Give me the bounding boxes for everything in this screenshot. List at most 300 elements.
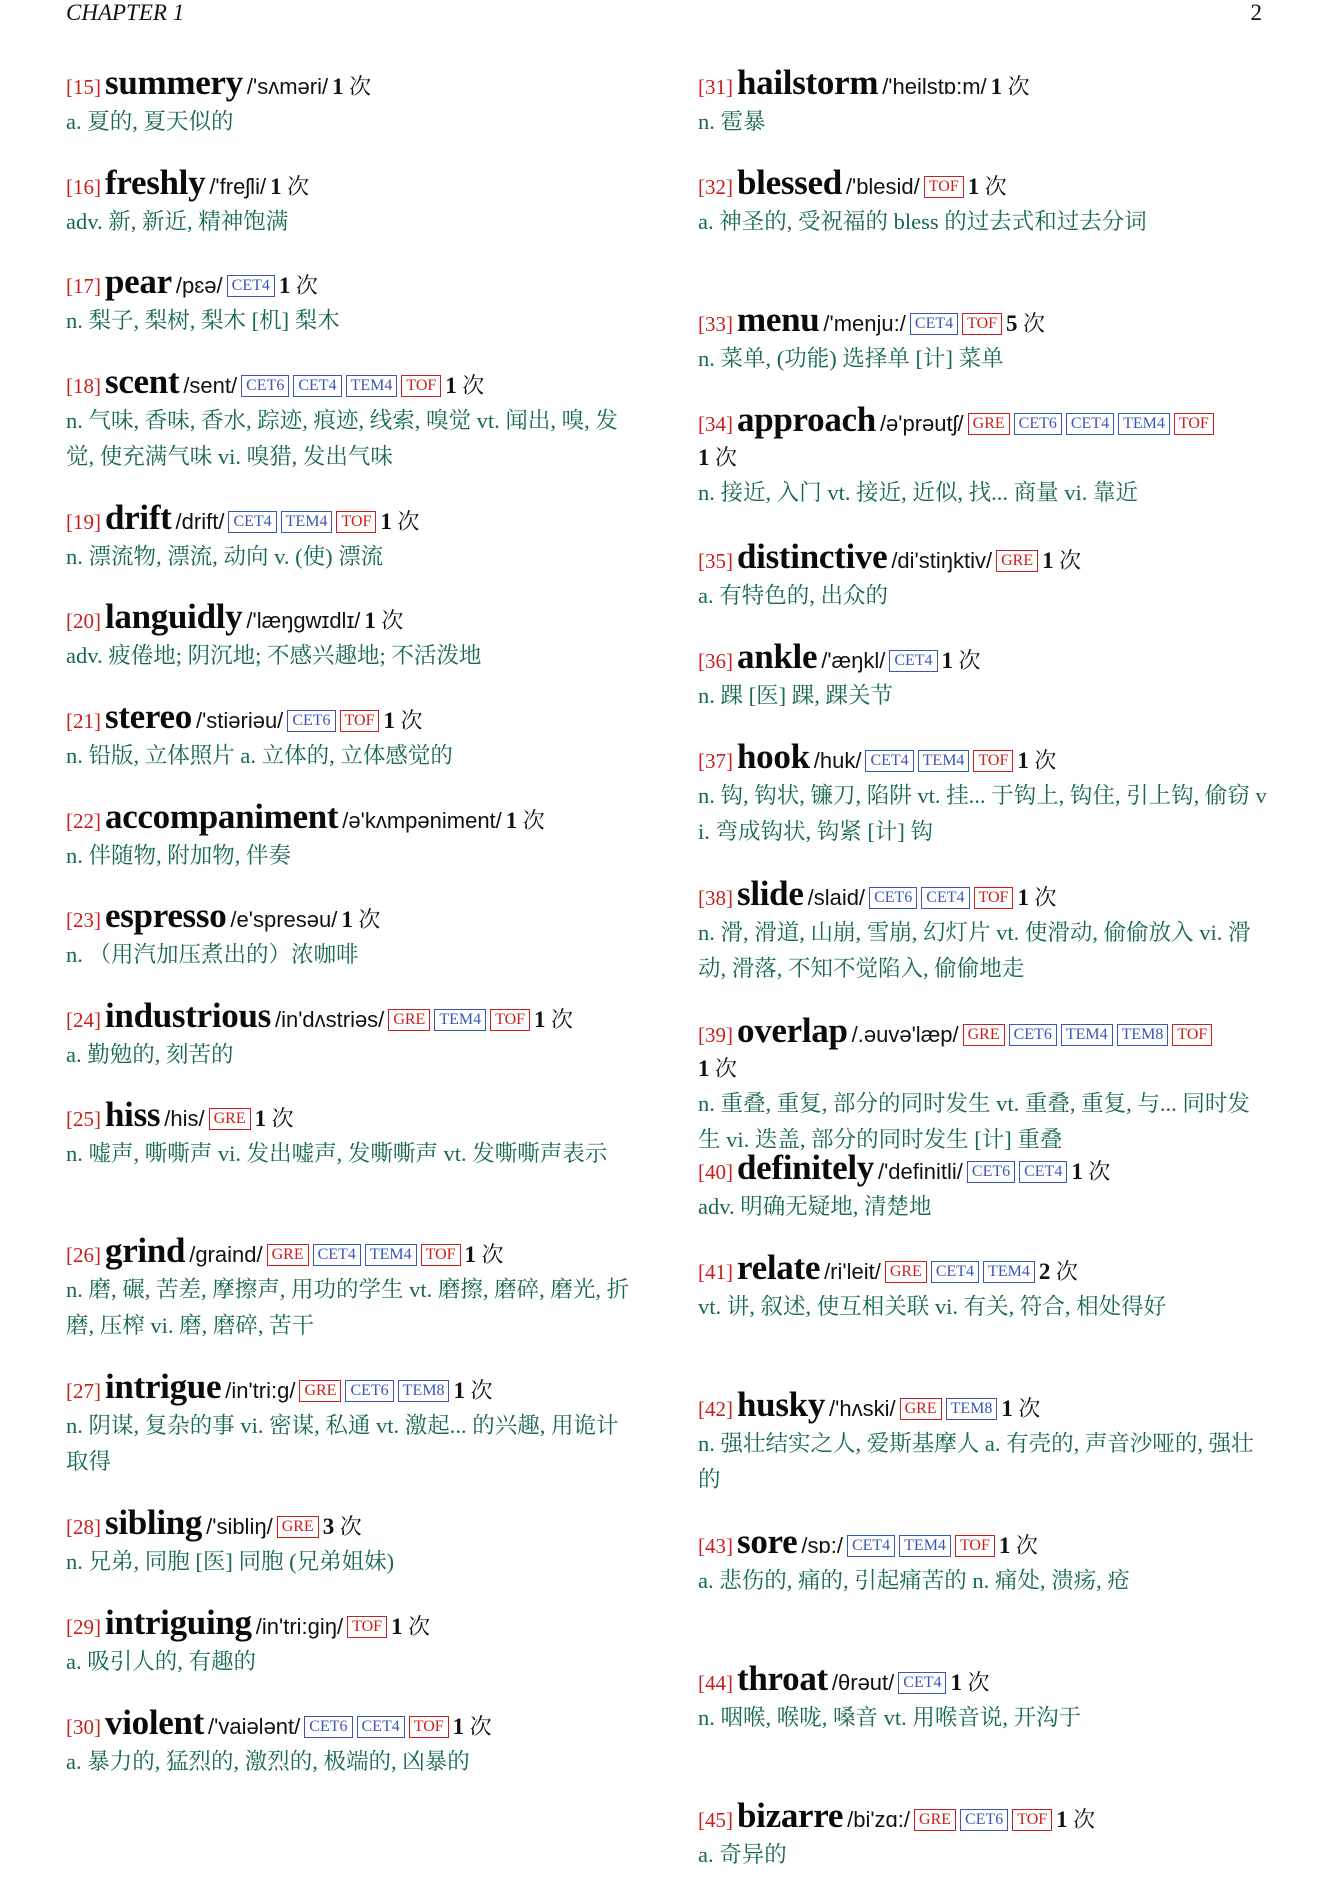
occurrence-count bbox=[1056, 1807, 1095, 1832]
entry-headline bbox=[66, 1602, 636, 1644]
headword: throat bbox=[737, 1659, 828, 1698]
occurrence-count bbox=[950, 1670, 989, 1695]
pronunciation: /bi'zɑ:/ bbox=[847, 1807, 911, 1832]
entry-index: [30] bbox=[66, 1714, 101, 1739]
vocab-entry bbox=[698, 1384, 1270, 1521]
exam-tag: CET4 bbox=[931, 1261, 979, 1283]
headword: ankle bbox=[737, 637, 818, 676]
count-number: 1 bbox=[270, 173, 282, 199]
vocab-entry bbox=[66, 796, 636, 896]
exam-tag: TOF bbox=[924, 176, 964, 198]
count-unit: 次 bbox=[397, 508, 420, 534]
definition: a. 悲伤的, 痛的, 引起痛苦的 n. 痛处, 溃疡, 疮 bbox=[698, 1568, 1130, 1593]
count-unit: 次 bbox=[469, 1713, 492, 1739]
vocab-entry bbox=[66, 162, 636, 262]
exam-tag: TEM8 bbox=[398, 1380, 450, 1402]
exam-tag: TOF bbox=[421, 1244, 461, 1266]
definition: n. 滑, 滑道, 山崩, 雪崩, 幻灯片 vt. 使滑动, 偷偷放入 vi. 滑动, 滑落, 不知不觉陷入, 偷偷地走 bbox=[698, 920, 1251, 981]
exam-tag: TOF bbox=[1172, 1024, 1212, 1046]
exam-tag: CET4 bbox=[313, 1244, 361, 1266]
entry-headline bbox=[698, 736, 1270, 778]
entry-headline bbox=[698, 636, 1270, 678]
definition: a. 勤勉的, 刻苦的 bbox=[66, 1041, 234, 1067]
count-number: 1 bbox=[1017, 885, 1029, 910]
count-number: 1 bbox=[453, 1378, 465, 1404]
pronunciation: /ə'kʌmpəniment/ bbox=[342, 807, 502, 833]
definition: adv. 新, 新近, 精神饱满 bbox=[66, 208, 289, 234]
occurrence-count bbox=[383, 708, 422, 733]
count-number: 1 bbox=[950, 1670, 962, 1695]
count-unit: 次 bbox=[1023, 311, 1046, 336]
pronunciation: /graind/ bbox=[189, 1242, 263, 1268]
pronunciation: /.əuvə'læp/ bbox=[851, 1022, 959, 1047]
vocab-entry bbox=[698, 299, 1270, 399]
entry-headline bbox=[66, 596, 636, 638]
exam-tag: TOF bbox=[409, 1716, 449, 1738]
exam-tag: TOF bbox=[490, 1009, 530, 1031]
pronunciation: /ri'leit/ bbox=[824, 1259, 881, 1284]
entry-index: [16] bbox=[66, 174, 101, 199]
definition: n. 重叠, 重复, 部分的同时发生 vt. 重叠, 重复, 与... 同时发生 vi. 迭盖, 部分的同时发生 [计] 重叠 bbox=[698, 1091, 1250, 1152]
occurrence-count bbox=[453, 1378, 492, 1403]
vocab-entry bbox=[66, 1094, 636, 1230]
exam-tag: TEM4 bbox=[918, 750, 970, 772]
count-number: 1 bbox=[452, 1713, 465, 1739]
definition: n. （用汽加压煮出的）浓咖啡 bbox=[66, 942, 359, 968]
exam-tag: CET4 bbox=[921, 887, 969, 909]
occurrence-count bbox=[1042, 548, 1081, 573]
exam-tag: TOF bbox=[1174, 413, 1214, 435]
headword: summery bbox=[105, 63, 243, 102]
entry-index: [44] bbox=[698, 1671, 733, 1695]
headword: husky bbox=[737, 1385, 826, 1424]
headword: sore bbox=[737, 1522, 798, 1561]
entry-index: [26] bbox=[66, 1243, 101, 1268]
exam-tag: CET6 bbox=[345, 1380, 393, 1402]
entry-index: [40] bbox=[698, 1160, 733, 1184]
occurrence-count bbox=[279, 273, 318, 298]
entry-index: [41] bbox=[698, 1260, 733, 1284]
count-number: 1 bbox=[505, 807, 518, 833]
exam-tag: GRE bbox=[885, 1261, 927, 1283]
vocab-entry bbox=[698, 1147, 1270, 1247]
occurrence-count bbox=[1071, 1159, 1110, 1184]
pronunciation: /'heilstɒ:m/ bbox=[882, 74, 987, 99]
exam-tag: TEM4 bbox=[434, 1009, 486, 1031]
pronunciation: /huk/ bbox=[813, 748, 862, 773]
occurrence-count bbox=[341, 907, 380, 932]
occurrence-count bbox=[364, 608, 403, 633]
pronunciation: /'blesid/ bbox=[845, 174, 920, 199]
entry-index: [38] bbox=[698, 886, 733, 910]
vocab-entry bbox=[66, 1366, 636, 1502]
exam-tag: TEM4 bbox=[983, 1261, 1035, 1283]
count-number: 1 bbox=[383, 707, 395, 733]
exam-tag: CET4 bbox=[227, 275, 275, 297]
entry-headline bbox=[66, 62, 636, 104]
definition: n. 阴谋, 复杂的事 vi. 密谋, 私通 vt. 激起... 的兴趣, 用诡计取得 bbox=[66, 1413, 619, 1475]
exam-tag: CET6 bbox=[304, 1716, 352, 1738]
exam-tag: CET4 bbox=[910, 313, 958, 335]
vocab-entry bbox=[698, 1795, 1270, 1895]
vocab-entry bbox=[698, 1521, 1270, 1658]
headword: slide bbox=[737, 874, 804, 913]
count-unit: 次 bbox=[715, 1056, 738, 1081]
occurrence-count bbox=[391, 1614, 430, 1639]
vocab-entry bbox=[698, 636, 1270, 736]
entry-index: [20] bbox=[66, 609, 101, 634]
count-number: 1 bbox=[1042, 548, 1054, 573]
headword: hailstorm bbox=[737, 63, 879, 102]
entry-headline bbox=[66, 1366, 636, 1408]
exam-tag: GRE bbox=[963, 1024, 1005, 1046]
definition: n. 磨, 碾, 苦差, 摩擦声, 用功的学生 vt. 磨擦, 磨碎, 磨光, 折磨, 压榨 vi. 磨, 磨碎, 苦干 bbox=[66, 1277, 630, 1339]
count-unit: 次 bbox=[715, 445, 738, 470]
count-unit: 次 bbox=[958, 648, 981, 673]
pronunciation: /pɛə/ bbox=[175, 273, 223, 299]
entry-headline bbox=[698, 1384, 1270, 1426]
page-number: 2 bbox=[1250, 0, 1262, 25]
count-unit: 次 bbox=[1007, 74, 1030, 99]
count-unit: 次 bbox=[408, 1613, 431, 1639]
definition: n. 强壮结实之人, 爱斯基摩人 a. 有壳的, 声音沙哑的, 强壮的 bbox=[698, 1431, 1254, 1492]
vocab-entry bbox=[698, 399, 1270, 536]
definition: a. 吸引人的, 有趣的 bbox=[66, 1648, 256, 1674]
headword: industrious bbox=[105, 995, 271, 1035]
pronunciation: /in'tri:g/ bbox=[225, 1378, 296, 1404]
pronunciation: /sent/ bbox=[183, 372, 238, 398]
pronunciation: /e'spresəu/ bbox=[230, 907, 338, 933]
exam-tag: GRE bbox=[388, 1009, 430, 1031]
count-unit: 次 bbox=[381, 608, 404, 634]
exam-tag: GRE bbox=[996, 550, 1038, 572]
entry-headline bbox=[698, 62, 1270, 104]
exam-tag: CET4 bbox=[293, 375, 341, 397]
count-unit: 次 bbox=[1018, 1396, 1041, 1421]
occurrence-count bbox=[465, 1242, 504, 1267]
count-unit: 次 bbox=[287, 173, 310, 199]
count-number: 1 bbox=[1056, 1807, 1068, 1832]
vocab-entry bbox=[66, 895, 636, 995]
occurrence-count bbox=[380, 509, 419, 534]
vocab-entry bbox=[66, 361, 636, 497]
count-number: 1 bbox=[1001, 1396, 1013, 1421]
entry-index: [25] bbox=[66, 1107, 101, 1132]
entry-headline bbox=[698, 162, 1270, 204]
entry-index: [36] bbox=[698, 649, 733, 673]
headword: sibling bbox=[105, 1503, 203, 1543]
count-number: 1 bbox=[464, 1242, 477, 1268]
entry-headline bbox=[66, 895, 636, 937]
count-number: 1 bbox=[380, 508, 392, 534]
headword: overlap bbox=[737, 1011, 848, 1050]
pronunciation: /'freʃli/ bbox=[209, 173, 267, 199]
occurrence-count bbox=[534, 1007, 573, 1032]
exam-tag: CET4 bbox=[898, 1672, 946, 1694]
exam-tag: TEM4 bbox=[1118, 413, 1170, 435]
vocab-entry bbox=[66, 1230, 636, 1366]
headword: stereo bbox=[105, 696, 192, 736]
occurrence-count bbox=[1039, 1259, 1078, 1284]
count-number: 1 bbox=[341, 907, 353, 933]
headword: intriguing bbox=[105, 1602, 252, 1642]
count-unit: 次 bbox=[967, 1670, 990, 1695]
headword: pear bbox=[105, 262, 172, 302]
vocab-entry bbox=[698, 1658, 1270, 1795]
count-number: 1 bbox=[445, 372, 457, 398]
count-number: 1 bbox=[698, 1056, 710, 1081]
occurrence-count bbox=[942, 648, 981, 673]
pronunciation: /'vaiələnt/ bbox=[208, 1713, 301, 1739]
entry-index: [37] bbox=[698, 749, 733, 773]
occurrence-count bbox=[968, 174, 1007, 199]
entry-headline bbox=[66, 995, 636, 1037]
definition: a. 有特色的, 出众的 bbox=[698, 583, 888, 608]
definition: a. 暴力的, 猛烈的, 激烈的, 极端的, 凶暴的 bbox=[66, 1748, 470, 1774]
vocab-entry bbox=[698, 62, 1270, 162]
entry-headline bbox=[698, 1247, 1270, 1289]
definition: n. 铅版, 立体照片 a. 立体的, 立体感觉的 bbox=[66, 742, 453, 768]
headword: bizarre bbox=[737, 1796, 844, 1835]
count-number: 1 bbox=[967, 174, 980, 199]
entry-headline bbox=[698, 1658, 1270, 1700]
exam-tag: TEM4 bbox=[281, 511, 333, 533]
exam-tag: CET6 bbox=[287, 710, 335, 732]
entry-headline bbox=[698, 1795, 1270, 1837]
exam-tag: TEM8 bbox=[1117, 1024, 1169, 1046]
entry-index: [21] bbox=[66, 708, 101, 733]
entry-headline bbox=[698, 1521, 1270, 1563]
count-number: 1 bbox=[941, 648, 954, 673]
pronunciation: /'sʌməri/ bbox=[246, 74, 329, 99]
pronunciation: /θrəut/ bbox=[831, 1670, 895, 1695]
entry-headline bbox=[698, 1147, 1270, 1189]
occurrence-count bbox=[255, 1106, 294, 1131]
count-unit: 次 bbox=[1059, 548, 1082, 573]
entry-index: [17] bbox=[66, 274, 101, 299]
entry-index: [33] bbox=[698, 312, 733, 336]
pronunciation: /'stiəriəu/ bbox=[195, 707, 284, 733]
headword: languidly bbox=[105, 597, 243, 637]
count-unit: 次 bbox=[551, 1006, 574, 1032]
vocab-entry bbox=[66, 995, 636, 1095]
entry-headline bbox=[698, 399, 1270, 441]
pronunciation: /drift/ bbox=[175, 508, 225, 534]
count-unit: 次 bbox=[1034, 748, 1057, 773]
exam-tag: CET6 bbox=[241, 375, 289, 397]
count-unit: 次 bbox=[984, 174, 1007, 199]
exam-tag: CET4 bbox=[1019, 1161, 1067, 1183]
entry-index: [27] bbox=[66, 1379, 101, 1404]
pronunciation: /ə'prəutʃ/ bbox=[879, 411, 964, 436]
exam-tag: CET4 bbox=[847, 1535, 895, 1557]
occurrence-count bbox=[1006, 311, 1045, 336]
entry-index: [22] bbox=[66, 808, 101, 833]
entry-headline bbox=[66, 696, 636, 738]
exam-tag: GRE bbox=[968, 413, 1010, 435]
definition: n. 踝 [医] 踝, 踝关节 bbox=[698, 683, 893, 708]
occurrence-count bbox=[999, 1533, 1038, 1558]
definition: n. 兄弟, 同胞 [医] 同胞 (兄弟姐妹) bbox=[66, 1549, 395, 1575]
entry-headline bbox=[66, 361, 636, 403]
occurrence-count bbox=[991, 74, 1030, 99]
pronunciation: /slaid/ bbox=[807, 885, 866, 910]
definition: n. 咽喉, 喉咙, 嗓音 vt. 用喉音说, 开沟于 bbox=[698, 1705, 1082, 1730]
entry-index: [32] bbox=[698, 175, 733, 199]
headword: menu bbox=[737, 300, 820, 339]
left-column bbox=[66, 62, 636, 1801]
exam-tag: CET4 bbox=[889, 650, 937, 672]
occurrence-count bbox=[270, 174, 309, 199]
headword: violent bbox=[105, 1702, 205, 1742]
occurrence-count bbox=[1001, 1396, 1040, 1421]
exam-tag: TOF bbox=[974, 887, 1014, 909]
count-unit: 次 bbox=[481, 1242, 504, 1268]
exam-tag: CET6 bbox=[1009, 1024, 1057, 1046]
count-number: 1 bbox=[534, 1006, 546, 1032]
pronunciation: /'menju:/ bbox=[823, 311, 906, 336]
definition: a. 神圣的, 受祝福的 bless 的过去式和过去分词 bbox=[698, 209, 1147, 234]
exam-tag: GRE bbox=[299, 1380, 341, 1402]
count-unit: 次 bbox=[1055, 1259, 1078, 1284]
headword: scent bbox=[105, 361, 180, 401]
entry-headline bbox=[66, 261, 636, 303]
vocab-entry bbox=[66, 696, 636, 796]
count-unit: 次 bbox=[271, 1106, 294, 1132]
pronunciation: /his/ bbox=[164, 1106, 205, 1132]
count-unit: 次 bbox=[339, 1514, 362, 1540]
exam-tag: CET6 bbox=[1014, 413, 1062, 435]
entry-headline bbox=[66, 1502, 636, 1544]
headword: grind bbox=[105, 1231, 186, 1271]
exam-tag: TEM4 bbox=[1061, 1024, 1113, 1046]
count-number: 1 bbox=[278, 273, 291, 299]
occurrence-count bbox=[453, 1714, 492, 1739]
headword: distinctive bbox=[737, 537, 888, 576]
exam-tag: CET4 bbox=[357, 1716, 405, 1738]
occurrence-count bbox=[323, 1514, 362, 1539]
entry-index: [15] bbox=[66, 75, 101, 99]
count-unit: 次 bbox=[349, 74, 372, 99]
exam-tag: TOF bbox=[973, 750, 1013, 772]
right-column bbox=[698, 62, 1270, 1895]
count-number: 1 bbox=[391, 1613, 403, 1639]
count-unit: 次 bbox=[1034, 885, 1057, 910]
count-number: 1 bbox=[364, 608, 376, 634]
count-number: 1 bbox=[998, 1533, 1011, 1558]
definition: vt. 讲, 叙述, 使互相关联 vi. 有关, 符合, 相处得好 bbox=[698, 1294, 1167, 1319]
occurrence-count bbox=[332, 74, 371, 99]
definition: n. 菜单, (功能) 选择单 [计] 菜单 bbox=[698, 346, 1004, 371]
entry-index: [29] bbox=[66, 1614, 101, 1639]
vocab-entry bbox=[66, 497, 636, 597]
count-unit: 次 bbox=[470, 1378, 493, 1404]
count-number: 1 bbox=[254, 1106, 267, 1132]
vocab-entry bbox=[66, 62, 636, 162]
count-unit: 次 bbox=[522, 807, 545, 833]
headword: hiss bbox=[105, 1095, 161, 1135]
pronunciation: /'læŋgwɪdlɪ/ bbox=[246, 608, 361, 634]
exam-tag: TOF bbox=[401, 375, 441, 397]
headword: relate bbox=[737, 1248, 821, 1287]
entry-headline bbox=[698, 536, 1270, 578]
pronunciation: /'æŋkl/ bbox=[821, 648, 886, 673]
count-number: 1 bbox=[332, 74, 344, 99]
count-number: 5 bbox=[1006, 311, 1018, 336]
entry-index: [28] bbox=[66, 1515, 101, 1540]
occurrence-count bbox=[698, 445, 737, 470]
headword: blessed bbox=[737, 163, 842, 202]
vocab-entry bbox=[66, 1602, 636, 1702]
entry-headline bbox=[698, 1010, 1270, 1052]
entry-headline bbox=[66, 162, 636, 204]
exam-tag: TOF bbox=[336, 511, 376, 533]
exam-tag: CET6 bbox=[967, 1161, 1015, 1183]
entry-headline bbox=[698, 873, 1270, 915]
entry-index: [18] bbox=[66, 373, 101, 398]
definition: n. 接近, 入门 vt. 接近, 近似, 找... 商量 vi. 靠近 bbox=[698, 480, 1139, 505]
count-number: 2 bbox=[1038, 1259, 1051, 1284]
exam-tag: TEM4 bbox=[346, 375, 398, 397]
exam-tag: TEM8 bbox=[946, 1398, 998, 1420]
pronunciation: /di'stiŋktiv/ bbox=[891, 548, 993, 573]
headword: drift bbox=[105, 497, 172, 537]
definition: n. 漂流物, 漂流, 动向 v. (使) 漂流 bbox=[66, 543, 384, 569]
count-number: 3 bbox=[322, 1514, 335, 1540]
count-unit: 次 bbox=[1015, 1533, 1038, 1558]
entry-index: [34] bbox=[698, 412, 733, 436]
vocab-entry bbox=[698, 162, 1270, 299]
count-unit: 次 bbox=[462, 372, 485, 398]
vocab-entry bbox=[66, 1702, 636, 1802]
headword: freshly bbox=[105, 162, 206, 202]
pronunciation: /in'tri:giŋ/ bbox=[255, 1613, 344, 1639]
vocab-entry bbox=[66, 1502, 636, 1602]
occurrence-count bbox=[445, 373, 484, 398]
exam-tag: CET4 bbox=[865, 750, 913, 772]
definition: n. 梨子, 梨树, 梨木 [机] 梨木 bbox=[66, 308, 340, 334]
definition: n. 伴随物, 附加物, 伴奏 bbox=[66, 842, 292, 868]
exam-tag: GRE bbox=[209, 1108, 251, 1130]
definition: a. 奇异的 bbox=[698, 1842, 787, 1867]
exam-tag: GRE bbox=[267, 1244, 309, 1266]
pronunciation: /'definitli/ bbox=[877, 1159, 963, 1184]
entry-index: [19] bbox=[66, 509, 101, 534]
exam-tag: GRE bbox=[900, 1398, 942, 1420]
exam-tag: TOF bbox=[340, 710, 380, 732]
definition: a. 夏的, 夏天似的 bbox=[66, 109, 234, 134]
headword: accompaniment bbox=[105, 796, 339, 836]
definition: n. 嘘声, 嘶嘶声 vi. 发出嘘声, 发嘶嘶声 vt. 发嘶嘶声表示 bbox=[66, 1141, 608, 1167]
count-line bbox=[698, 441, 1270, 475]
vocab-entry bbox=[698, 1247, 1270, 1384]
vocab-entry bbox=[698, 1010, 1270, 1152]
entry-headline bbox=[66, 1702, 636, 1744]
occurrence-count bbox=[698, 1056, 737, 1081]
exam-tag: TOF bbox=[1012, 1809, 1052, 1831]
count-number: 1 bbox=[1071, 1159, 1083, 1184]
entry-index: [39] bbox=[698, 1023, 733, 1047]
pronunciation: /'sibliŋ/ bbox=[206, 1514, 273, 1540]
count-unit: 次 bbox=[358, 907, 381, 933]
definition: adv. 疲倦地; 阴沉地; 不感兴趣地; 不活泼地 bbox=[66, 643, 482, 669]
exam-tag: CET4 bbox=[1066, 413, 1114, 435]
vocab-entry bbox=[698, 536, 1270, 636]
vocab-entry bbox=[66, 261, 636, 361]
exam-tag: TOF bbox=[962, 313, 1002, 335]
entry-index: [31] bbox=[698, 75, 733, 99]
definition: n. 钩, 钩状, 镰刀, 陷阱 vt. 挂... 于钩上, 钩住, 引上钩, 偷窃 vi. 弯成钩状, 钩紧 [计] 钩 bbox=[698, 783, 1267, 844]
